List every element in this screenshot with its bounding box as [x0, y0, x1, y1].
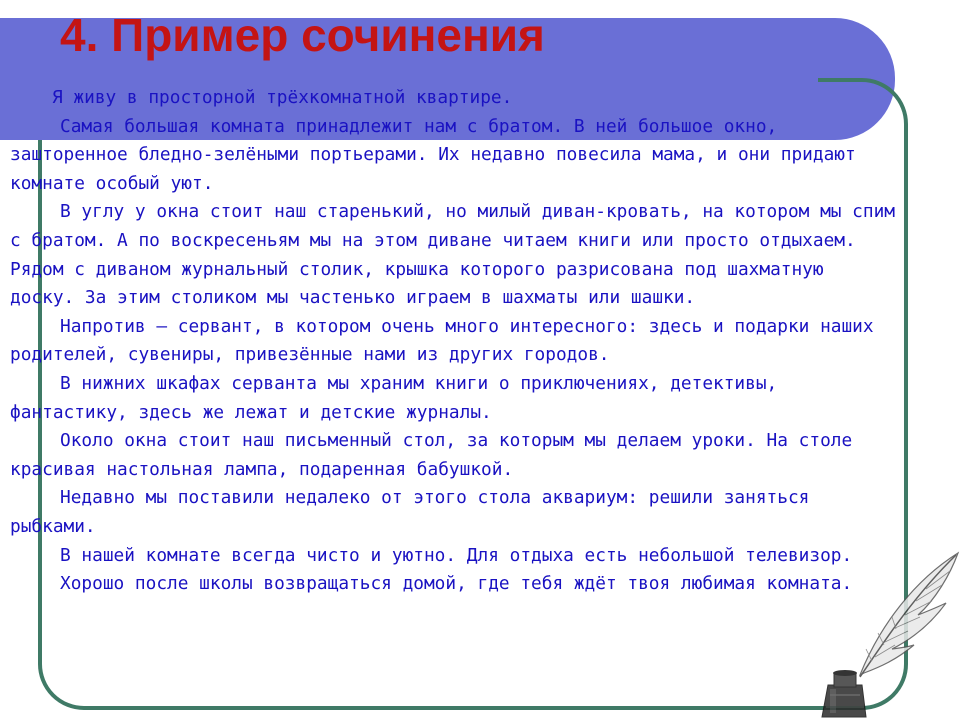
- essay-paragraph: Самая большая комната принадлежит нам с братом. В ней большое окно, зашторенное бледно-зелёными портьерами. Их недавно повесила мама, и они придают комнате особый уют.: [10, 115, 856, 194]
- essay-paragraph: Я живу в просторной трёхкомнатной квартире.: [52, 87, 513, 108]
- essay-paragraph: Напротив – сервант, в котором очень много интересного: здесь и подарки наших родителей, сувениры, привезённые нами из других городов.: [10, 315, 874, 366]
- essay-paragraph: В нашей комнате всегда чисто и уютно. Для отдыха есть небольшой телевизор.: [60, 544, 853, 566]
- quill-inkwell-icon: [800, 545, 960, 720]
- essay-paragraph: Хорошо после школы возвращаться домой, где тебя ждёт твоя любимая комната.: [60, 573, 853, 595]
- slide-title: 4. Пример сочинения: [60, 9, 545, 61]
- essay-paragraph: Недавно мы поставили недалеко от этого стола аквариум: решили заняться рыбками.: [10, 487, 810, 537]
- essay-paragraph: В нижних шкафах серванта мы храним книги о приключениях, детективы, фантастику, здесь же лежат и детские журналы.: [10, 372, 778, 423]
- essay-text: [10, 84, 895, 599]
- essay-paragraph: В углу у окна стоит наш старенький, но милый диван-кровать, на котором мы спим с братом. А по воскресеньям мы на этом диване читаем книги или просто отдыхаем. Рядом с диваном журнальный столик, крышка которого разрисована под шахматную доску. За этим столиком мы частенько играем в шахматы или шашки.: [10, 201, 896, 309]
- essay-paragraph: Около окна стоит наш письменный стол, за которым мы делаем уроки. На столе красивая настольная лампа, подаренная бабушкой.: [10, 430, 853, 480]
